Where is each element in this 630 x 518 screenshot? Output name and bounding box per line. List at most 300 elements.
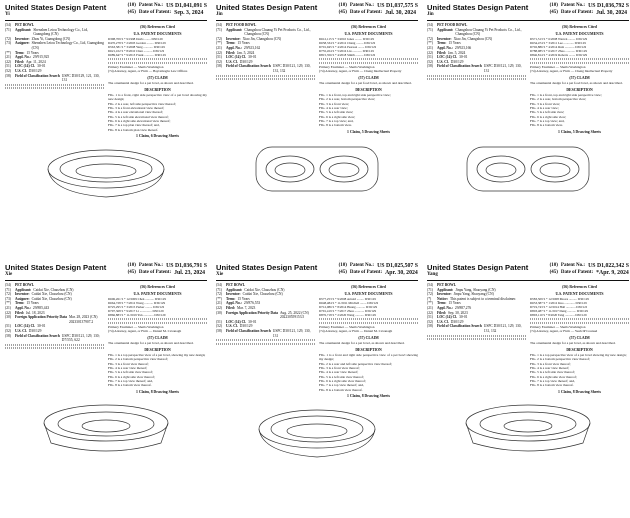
claim-text: The ornamental design for a pet bowl, as shown and described. — [108, 81, 194, 86]
field-value: D30/129 — [28, 328, 42, 333]
figure-description: FIG. 3 is a front view thereof; — [530, 361, 571, 366]
reference-entry: D634,474 S * 3/2011 Lee ............. D30/129 — [530, 41, 586, 46]
field-value: This patent is subject to a terminal disclaimer. — [449, 296, 517, 301]
reference-entry: D755,454 S * 5/2016 Liu ............ D30/129 — [319, 49, 374, 54]
field-label: U.S. Cl. — [226, 324, 238, 329]
field-code: (22) — [427, 310, 433, 315]
references-heading: (56) References Cited — [562, 285, 597, 289]
bibliographic-field — [5, 315, 104, 324]
patent-date-label: Date of Patent: — [560, 269, 594, 275]
description-heading: DESCRIPTION — [355, 347, 382, 352]
patent-left-column — [5, 283, 104, 395]
reference-entry: D606,261 S * 12/2009 Chen ........... D30/129 — [108, 297, 166, 302]
field-value: 30-01 — [459, 315, 468, 320]
pet-bowl-drawing — [453, 397, 603, 465]
bibliographic-field — [216, 311, 315, 320]
field-code: (21) — [427, 305, 433, 310]
attorney-agent: (74) Attorney, Agent, or Firm — Daniel M. Cavanagh — [319, 329, 393, 334]
field-code: (51) — [427, 55, 433, 60]
reference-entry: D571,513 S * 6/2008 Warren ......... D30/129 — [530, 37, 588, 42]
claim-heading: (57) CLAIM — [569, 335, 590, 340]
reference-entry: D664,728 S * 7/2012 Wong ........... D30/129 — [108, 301, 166, 306]
field-code: (58) — [5, 333, 11, 338]
field-label: U.S. Cl. — [15, 328, 27, 333]
field-label: Appl. No.: — [437, 305, 453, 310]
field-label: Filed: — [15, 310, 24, 315]
claim-heading: (57) CLAIM — [358, 335, 379, 340]
field-value: 15 Years — [237, 296, 250, 301]
bowl-basin — [287, 424, 347, 438]
field-code: (54) — [5, 23, 11, 27]
attorney-agent: (74) Attorney, Agent, or Firm — Cheng Intellectual Property — [530, 69, 613, 74]
right-bowl — [531, 156, 579, 182]
attorney-agent: (74) Attorney, Agent, or Firm — Daniel M. Cavanagh — [108, 329, 182, 334]
bowl-basin — [504, 420, 552, 432]
reference-entry: D719,743 S * 12/2014 Hall ............ D30/129 — [530, 305, 588, 310]
references-heading: (56) References Cited — [140, 285, 175, 289]
field-value: 15 Years — [237, 41, 250, 46]
field-value: Aug. 25, 2022 (CN) 202230559153.5 — [279, 310, 309, 320]
bibliographic-fields — [427, 23, 526, 74]
left-basin — [486, 163, 516, 177]
tray-rim — [256, 147, 378, 191]
patent-right-column — [530, 23, 629, 135]
field-value: Caidai Xie, Chaozhou (CN) — [33, 287, 74, 292]
figure-description: FIG. 5 is a left side view thereof; — [108, 370, 153, 375]
figure-description: FIG. 6 is a right side view thereof; — [319, 378, 366, 383]
patent-number: US D1,036,791 S — [166, 263, 207, 269]
field-code: (58) — [5, 73, 11, 78]
field-code: (58) — [427, 324, 433, 329]
field-label: U.S. Cl. — [437, 59, 449, 64]
field-code: (72) — [427, 292, 433, 297]
figure-description: FIG. 6 is a right side view thereof; — [108, 374, 155, 379]
patent-title: United States Design Patent — [5, 3, 107, 12]
patent-date: Jul. 23, 2024 — [174, 269, 206, 276]
reference-entry: D653,387 S * 1/2012 Kuo ............. D30/129 — [530, 301, 587, 306]
field-label: LOC (14) Cl. — [226, 55, 247, 60]
description-heading: DESCRIPTION — [566, 87, 593, 92]
patent-title: United States Design Patent — [427, 3, 529, 12]
bowl-outline — [466, 405, 590, 451]
figure-description: FIG. 5 is a left side view thereof; — [530, 370, 575, 375]
reference-entry: D803,487 S * 11/2017 Deng ........... D30/129 — [530, 309, 588, 314]
reference-entry: D658,334 S * 4/2012 Chang ......... D30/129 — [319, 41, 376, 46]
attorney-agent: (74) Attorney, Agent, or Firm — Bayramoglu Law Offices — [108, 69, 188, 74]
field-code: (**) — [427, 301, 433, 306]
figure-description: FIG. 5 is a left side view; — [319, 110, 354, 115]
field-label: Term: — [226, 296, 236, 301]
patent-date-code: (45) — [338, 9, 347, 15]
claim-text: The ornamental design for a pet food bowl, as shown and described. — [530, 81, 623, 86]
figure-description: FIG. 5 is a left side elevational view thereof; — [108, 114, 169, 119]
field-code: (*) — [427, 296, 432, 301]
references-list — [319, 37, 418, 57]
bibliographic-fields — [427, 283, 526, 334]
bowl-outline — [467, 147, 589, 191]
field-value: D30/129 — [239, 59, 253, 64]
field-label: Field of Classification Search — [437, 64, 482, 69]
field-label: Appl. No.: — [15, 55, 31, 60]
figure-description: FIG. 6 is a right side view; — [530, 114, 567, 119]
figure-description: FIG. 1 is a front, right side perspective view of a pet bowl showing my new design; — [108, 93, 207, 102]
left-basin — [275, 163, 305, 177]
patent-left-column — [216, 23, 315, 135]
field-label: Appl. No.: — [226, 301, 242, 306]
reference-entry: D612,115 S * 3/2010 Jones ......... D30/129 — [319, 37, 374, 42]
figure-description: FIG. 8 is a bottom view thereof. — [319, 387, 363, 392]
bowl-base — [259, 429, 375, 457]
field-value: Xiao Jin, Changzhou (CN) — [242, 36, 282, 41]
figure-description: FIG. 1 is a front and right side perspective view of a pet bowl showing my design; — [319, 353, 418, 362]
patent-number-label: Patent No.: — [138, 263, 164, 268]
figure-description: FIG. 4 is a rear view; — [530, 106, 559, 111]
patent-inventor-name: Xie — [216, 272, 224, 277]
field-code: (**) — [5, 301, 11, 306]
patent-date: Sep. 3, 2024 — [174, 9, 204, 16]
field-code: (22) — [216, 50, 222, 55]
attorney-agent: (74) Attorney, Agent, or Firm — Yeah IP Counsel — [530, 329, 598, 334]
references-heading: (56) References Cited — [351, 285, 386, 289]
field-code: (71) — [5, 27, 11, 32]
patent-date-label: Date of Patent: — [349, 269, 383, 275]
field-label: Inventor: — [226, 292, 241, 297]
reference-entry: D577,253 S * 9/2008 Arnold ......... D30/129 — [319, 297, 376, 302]
figure-descriptions — [108, 93, 207, 132]
figure-description: FIG. 1 is a front, top and right side perspective view; — [319, 93, 391, 98]
field-label: Filed: — [437, 50, 446, 55]
field-label: Inventor: — [15, 292, 30, 297]
patent-date: Jul. 30, 2024 — [385, 9, 417, 16]
field-value: 30-01 — [248, 319, 257, 324]
field-code: (54) — [427, 283, 433, 287]
bibliographic-fields — [216, 23, 315, 74]
drawing-sheets-count: 1 Claim, 5 Drawing Sheets — [347, 129, 390, 134]
field-value: 29/923,162 — [243, 45, 261, 50]
field-value: 15 Years — [448, 41, 461, 46]
field-label: Term: — [437, 41, 447, 46]
field-code: (72) — [216, 292, 222, 297]
field-code: (52) — [427, 59, 433, 64]
patent-title: United States Design Patent — [5, 263, 107, 272]
bibliographic-field — [216, 329, 315, 338]
claim-heading: (57) CLAIM — [358, 75, 379, 80]
figure-description: FIG. 7 is a top view thereof; and, — [530, 378, 575, 383]
figure-descriptions — [319, 93, 418, 127]
reference-entry: D702,886 S * 4/2014 Ruiz ............ D30/129 — [530, 45, 587, 50]
field-label: U.S. Cl. — [437, 319, 449, 324]
figure-description: FIG. 8 is a bottom view thereof. — [530, 383, 574, 388]
patent-title: United States Design Patent — [216, 3, 318, 12]
field-value: USPC D30/121, 129, 130, 131 — [483, 64, 522, 73]
field-code: (71) — [427, 287, 433, 292]
field-code: (54) — [216, 23, 222, 27]
reference-entry: D846,814 S * 4/2019 Roberts ........ D30/129 — [530, 53, 588, 58]
patent-number-code: (10) — [338, 263, 347, 268]
field-label: U.S. Cl. — [15, 68, 27, 73]
patent-number: US D1,037,575 S — [377, 3, 418, 9]
field-value: Caidai Xie, Chaozhou (CN) — [31, 296, 72, 301]
field-code: (72) — [5, 292, 11, 297]
field-label: Applicant: — [15, 287, 32, 292]
field-code: (51) — [5, 324, 11, 329]
figure-description: FIG. 3 is a front view thereof; — [108, 361, 149, 366]
figure-description: FIG. 2 is a rear, bottom perspective view; — [319, 97, 376, 102]
bibliographic-field — [216, 28, 315, 37]
field-value: 29/923,166 — [454, 45, 472, 50]
field-value: 15 Years — [26, 301, 39, 306]
reference-entry: D701,945 S * 4/2014 Pearson ........ D30/129 — [319, 45, 377, 50]
field-code: (51) — [5, 64, 11, 69]
field-label: Filed: — [15, 59, 24, 64]
field-label: Applicant: — [226, 27, 243, 32]
patent-header — [427, 263, 629, 281]
patent-date-code: (45) — [338, 269, 347, 275]
field-value: D30/129 — [450, 59, 464, 64]
field-label: Foreign Application Priority Data — [226, 310, 278, 315]
field-label: Filed: — [226, 50, 235, 55]
drawing-sheets-count: 1 Claim, 5 Drawing Sheets — [558, 129, 601, 134]
patent-number-code: (10) — [338, 3, 347, 8]
patent-header — [216, 263, 418, 281]
field-value: Zhou Yi, Guangdong (CN) — [31, 36, 71, 41]
field-label: PET BOWL — [15, 23, 35, 27]
bibliographic-fields — [5, 283, 104, 343]
references-subheading: U.S. PATENT DOCUMENTS — [344, 291, 393, 296]
field-label: Term: — [437, 301, 447, 306]
field-value: D30/129 — [450, 319, 464, 324]
reference-entry: D398,709 S * 9/1998 Davis ........ D30/129 — [108, 37, 163, 42]
patent-number-code: (10) — [549, 263, 558, 268]
field-value: USPC D30/121, 129, 130, 131, 132 — [483, 324, 522, 333]
patent-left-column — [5, 23, 104, 139]
figure-description: FIG. 2 is a rear, bottom perspective view; — [530, 97, 587, 102]
field-code: (72) — [427, 36, 433, 41]
bowl-inner-rim — [58, 412, 154, 436]
references-list — [108, 37, 207, 57]
figure-description: FIG. 7 is a top view; and, — [319, 118, 354, 123]
field-code: (21) — [216, 301, 222, 306]
primary-examiner: Primary Examiner — Sheila Washington — [319, 325, 375, 330]
reference-entry: D876,718 S * 2/2020 Wang ........... D30/129 — [319, 313, 376, 318]
field-label: Inventor: — [15, 36, 30, 41]
bibliographic-field — [427, 28, 526, 37]
field-code: (52) — [216, 59, 222, 64]
field-value: Caidai Xie, Chaozhou (CN) — [244, 287, 285, 292]
patent-date-code: (45) — [127, 269, 136, 275]
field-value: 30-01 — [37, 64, 46, 69]
field-label: Field of Classification Search — [15, 73, 60, 78]
reference-entry: D791,419 S * 7/2017 Zhou ............ D30/129 — [319, 309, 377, 314]
figure-description: FIG. 5 is a left side view; — [530, 110, 565, 115]
figure-description: FIG. 6 is a right side view thereof; — [530, 374, 577, 379]
field-code: (21) — [5, 55, 11, 60]
field-value: Xiao Jin, Changzhou (CN) — [453, 36, 493, 41]
field-label: PET BOWL — [226, 283, 246, 287]
bibliographic-field — [5, 334, 104, 343]
patent-number-label: Patent No.: — [138, 3, 164, 8]
field-value: USPC D30/121, 129, 130, 131, 132 — [272, 64, 311, 73]
field-label: Inventor: — [437, 292, 452, 297]
reference-entry: D563,581 S * 3/2008 Yang ............ D30/129 — [108, 45, 165, 50]
reference-entry: D725,295 S * 3/2015 Parker ......... D30/129 — [108, 305, 165, 310]
bibliographic-fields — [216, 283, 315, 338]
bowl-base — [48, 169, 164, 197]
bowl-basin — [76, 164, 136, 178]
patent-date-label: Date of Patent: — [138, 269, 172, 275]
claim-heading: (57) CLAIM — [569, 75, 590, 80]
claim-text: The ornamental design for a pet bowl, as shown and described. — [319, 341, 405, 346]
bowl-base — [466, 423, 590, 451]
claim-text: The ornamental design for a pet food bowl, as shown and described. — [319, 81, 412, 86]
field-code: (52) — [427, 319, 433, 324]
field-value: Sep. 30, 2023 — [447, 310, 468, 315]
field-code: (22) — [5, 59, 11, 64]
field-code: (**) — [216, 41, 222, 46]
field-code: (30) — [216, 310, 222, 315]
bibliographic-field — [427, 64, 526, 73]
figure-description: FIG. 1 is a front, top and right side perspective view; — [530, 93, 602, 98]
attorney-agent: (74) Attorney, Agent, or Firm — Cheng Intellectual Property — [319, 69, 402, 74]
field-code: (73) — [5, 41, 11, 46]
patent-inventor-name: Yang — [427, 272, 438, 277]
field-label: PET FOOD BOWL — [437, 23, 468, 27]
patent-inventor-name: Yi — [5, 12, 10, 17]
field-value: Shenzhen Leiou Technology Co., Ltd, Guangdong (CN) — [31, 41, 104, 50]
drawing-sheets-count: 1 Claim, 8 Drawing Sheets — [558, 389, 601, 394]
patent-header — [5, 3, 207, 21]
field-label: Field of Classification Search — [437, 324, 482, 329]
reference-entry: D712,086 S * 8/2014 Huang ........... D30/129 — [319, 305, 378, 310]
bowl-outline — [48, 150, 164, 197]
field-label: Appl. No.: — [226, 45, 242, 50]
patent-header — [216, 3, 418, 21]
field-label: U.S. Cl. — [226, 59, 238, 64]
field-code: (51) — [427, 315, 433, 320]
figure-descriptions — [319, 353, 418, 392]
bowl-rim — [466, 405, 590, 441]
references-heading: (56) References Cited — [140, 25, 175, 29]
field-value: Apr. 11, 2024 — [25, 59, 46, 64]
patent-front-page-p2 — [214, 2, 420, 257]
field-code: (**) — [5, 50, 11, 55]
field-label: Term: — [15, 50, 25, 55]
field-label: PET BOWL — [15, 283, 35, 287]
field-label: Notice: — [437, 296, 448, 301]
field-code: (72) — [5, 36, 11, 41]
field-value: Changzhou Chuang Yi Pet Products Co., Ltd., Changzhou (CN) — [244, 27, 311, 37]
patent-title: United States Design Patent — [216, 263, 318, 272]
drawing-sheets-count: 1 Claim, 6 Drawing Sheets — [136, 133, 179, 138]
description-heading: DESCRIPTION — [355, 87, 382, 92]
patent-number-label: Patent No.: — [349, 3, 375, 8]
field-label: PET BOWL — [437, 283, 457, 287]
claim-text: The ornamental design for a pet bowl, as shown and described. — [530, 341, 616, 346]
description-heading: DESCRIPTION — [566, 347, 593, 352]
field-code: (22) — [216, 305, 222, 310]
field-code: (52) — [5, 68, 11, 73]
patent-front-page-p1 — [3, 2, 209, 257]
field-value: 30-01 — [459, 55, 468, 60]
figure-description: FIG. 3 is a front view; — [530, 101, 561, 106]
left-bowl — [266, 156, 314, 182]
figure-description: FIG. 7 is a top view; and, — [530, 118, 565, 123]
field-value: USPC D30/121, 129, 130, 131 — [272, 328, 311, 338]
field-value: Jinpu Yang, Shaoyang (CN) — [453, 292, 494, 297]
tray-rim — [467, 147, 589, 191]
field-label: LOC (14) Cl. — [15, 324, 36, 329]
field-label: Filed: — [437, 310, 446, 315]
references-heading: (56) References Cited — [351, 25, 386, 29]
field-code: (51) — [216, 55, 222, 60]
field-code: (71) — [5, 287, 11, 292]
figure-description: FIG. 8 is a bottom view. — [530, 123, 563, 128]
field-code: (73) — [5, 296, 11, 301]
patent-right-column — [108, 23, 207, 139]
figure-description: FIG. 2 is a rear, left side perspective view thereof; — [108, 101, 176, 106]
figure-descriptions — [530, 93, 629, 127]
figure-description: FIG. 2 is a bottom perspective view thereof; — [108, 357, 168, 362]
field-code: (**) — [427, 41, 433, 46]
patent-front-page-p5 — [214, 262, 420, 517]
figure-description: FIG. 8 is a bottom view. — [319, 123, 352, 128]
pet-bowl-drawing — [31, 141, 181, 209]
right-bowl — [320, 156, 368, 182]
bibliographic-field — [427, 324, 526, 333]
field-code: (71) — [216, 287, 222, 292]
references-subheading: U.S. PATENT DOCUMENTS — [133, 291, 182, 296]
field-value: 30-01 — [248, 55, 257, 60]
patent-date: Apr. 30, 2024 — [385, 269, 418, 276]
primary-examiner: Primary Examiner — Sheila Washington — [108, 65, 164, 70]
patent-date: Jul. 30, 2024 — [596, 9, 628, 16]
figure-description: FIG. 3 is a front view; — [319, 101, 350, 106]
field-value: 15 Years — [448, 301, 461, 306]
drawing-sheets-count: 1 Claim, 8 Drawing Sheets — [347, 393, 390, 398]
figure-descriptions — [530, 353, 629, 387]
patent-number-code: (10) — [549, 3, 558, 8]
patent-left-column — [427, 283, 526, 395]
figure-description: FIG. 7 is a top view thereof; and, — [319, 383, 364, 388]
patent-number-label: Patent No.: — [560, 263, 586, 268]
figure-description: FIG. 6 is a right side elevational view thereof; — [108, 118, 171, 123]
field-value: USPC D30/121, 129, 130; D7/555, 622 — [61, 333, 100, 343]
figure-description: FIG. 8 is a bottom plan view thereof. — [108, 127, 159, 132]
patent-inventor-name: Xie — [5, 272, 13, 277]
figure-description: FIG. 1 is a top perspective view of a pet bowl, showing my new design; — [108, 353, 206, 358]
field-value: Jul. 18, 2023 — [25, 310, 45, 315]
drawing-sheets-count: 1 Claim, 8 Drawing Sheets — [136, 389, 179, 394]
field-value: 29/887,276 — [454, 305, 472, 310]
description-heading: DESCRIPTION — [144, 347, 171, 352]
reference-entry: D866,883 S * 11/2019 Yan ............. D30/129 — [108, 313, 166, 318]
field-label: Field of Classification Search — [226, 328, 271, 333]
claim-heading: (57) CLAIM — [147, 335, 168, 340]
primary-examiner: Primary Examiner — Sheila Washington — [530, 65, 586, 70]
patent-date-code: (45) — [549, 9, 558, 15]
field-code: (58) — [216, 64, 222, 69]
patent-date-code: (45) — [549, 269, 558, 275]
bibliographic-field — [5, 28, 104, 37]
field-value: Jan. 5, 2024 — [236, 50, 255, 55]
reference-entry: D621,102 S * 8/2010 Chen ........... D30/129 — [108, 49, 165, 54]
figure-description: FIG. 4 is a rear elevational view thereof; — [108, 110, 163, 115]
patent-inventor-name: Jin — [216, 12, 223, 17]
field-value: 29/915,925 — [32, 55, 50, 60]
field-value: Mar. 7, 2023 — [236, 305, 256, 310]
field-label: LOC (14) Cl. — [226, 319, 247, 324]
field-value: Caidai Xie, Chaozhou (CN) — [31, 292, 72, 297]
